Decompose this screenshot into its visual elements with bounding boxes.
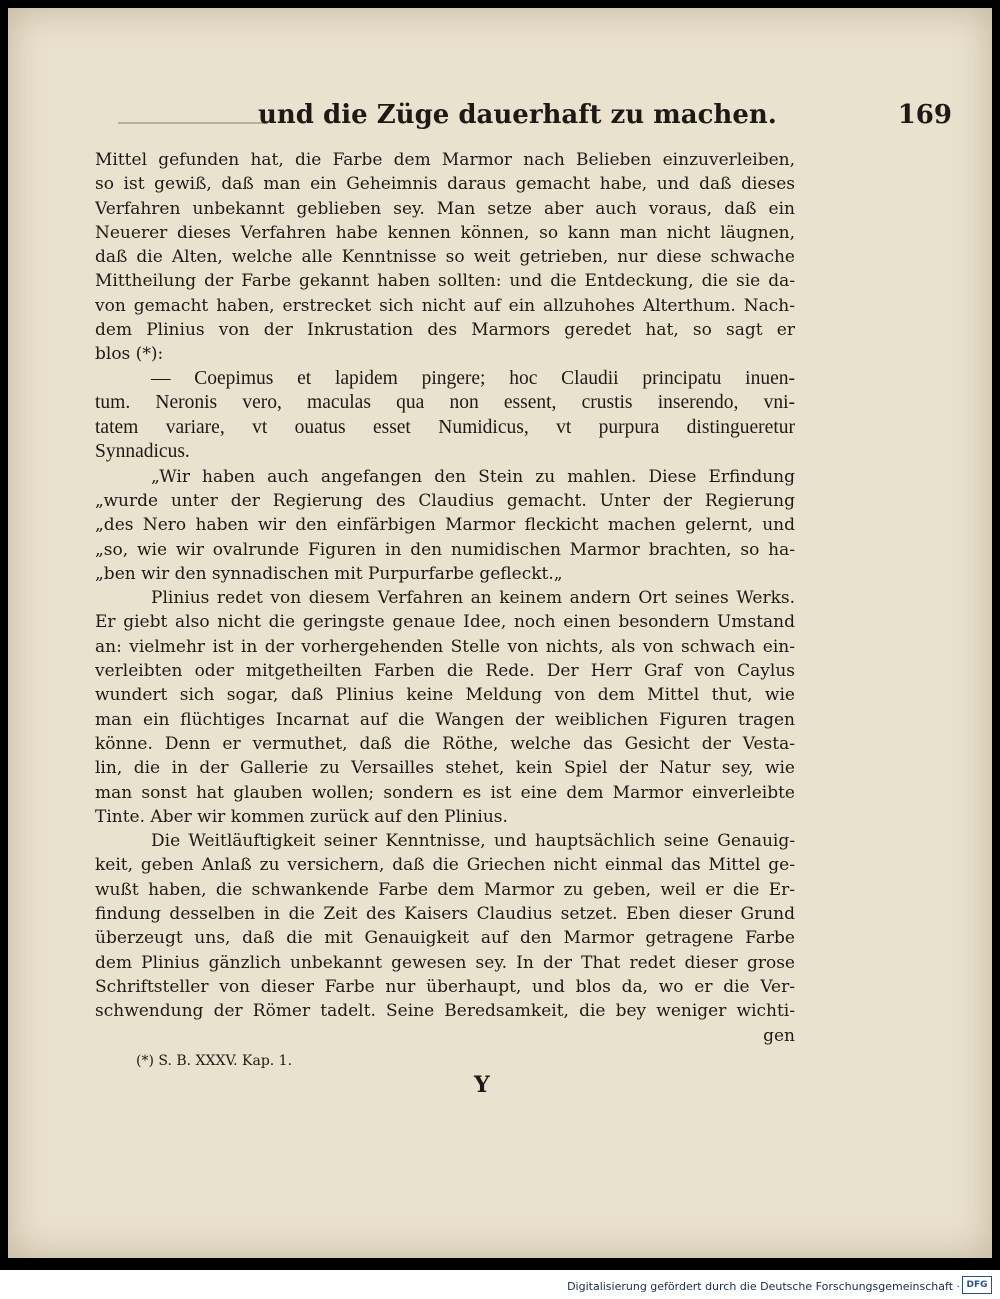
paragraph-line: verleibten oder mitgetheilten Farben die Rede. Der Herr Graf von Caylus [95,661,795,682]
text-line: Verfahren unbekannt geblieben sey. Man setze aber auch voraus, daß ein [95,198,795,219]
text-line: dem Plinius von der Inkrustation des Marmors geredet hat, so sagt er [95,320,795,341]
paragraph-line: Plinius redet von diesem Verfahren an keinem andern Ort seines Werks. [151,588,795,609]
header-rule [118,122,268,124]
footnote: (*) S. B. XXXV. Kap. 1. [136,1053,293,1069]
latin-quote-line: — Coepimus et lapidem pingere; hoc Claudii principatu inuen- [151,367,795,389]
translation-line: „Wir haben auch angefangen den Stein zu mahlen. Diese Erfindung [151,466,795,487]
paragraph-line: Tinte. Aber wir kommen zurück auf den Plinius. [95,806,508,827]
body-text [95,148,795,1048]
credit-bar [0,1270,1000,1299]
text-line: Neuerer dieses Verfahren habe kennen können, so kann man nicht läugnen, [95,222,795,243]
text-line: Mittel gefunden hat, die Farbe dem Marmor nach Belieben einzuverleiben, [95,150,795,170]
text-line: Mittheilung der Farbe gekannt haben sollten: und die Entdeckung, die sie da- [95,271,795,292]
translation-line: „wurde unter der Regierung des Claudius gemacht. Unter der Regierung [95,490,795,511]
paragraph-line: lin, die in der Gallerie zu Versailles stehet, kein Spiel der Natur sey, wie [95,758,795,779]
translation-line: „des Nero haben wir den einfärbigen Marmor fleckicht machen gelernt, und [95,515,795,536]
paragraph-line: keit, geben Anlaß zu versichern, daß die Griechen nicht einmal das Mittel ge- [95,855,795,876]
paragraph-line: Schriftsteller von dieser Farbe nur überhaupt, und blos da, wo er die Ver- [95,976,795,997]
paragraph-line: man ein flüchtiges Incarnat auf die Wangen der weiblichen Figuren tragen [95,709,795,730]
text-line: von gemacht haben, erstrecket sich nicht auf ein allzuhohes Alterthum. Nach- [95,295,795,316]
paragraph-line: überzeugt uns, daß die mit Genauigkeit auf den Marmor getragene Farbe [95,928,795,949]
paragraph-line: findung desselben in die Zeit des Kaisers Claudius setzet. Eben dieser Grund [95,904,795,925]
paragraph-line: Die Weitläuftigkeit seiner Kenntnisse, und hauptsächlich seine Genauig- [151,831,795,852]
scanned-page [8,8,992,1258]
credit-text: Digitalisierung gefördert durch die Deutsche Forschungsgemeinschaft · [567,1280,960,1293]
translation-line: „ben wir den synnadischen mit Purpurfarbe gefleckt.„ [95,563,563,584]
paragraph-line: Er giebt also nicht die geringste genaue Idee, noch einen besondern Umstand [95,612,795,633]
text-line: daß die Alten, welche alle Kenntnisse so weit getrieben, nur diese schwache [95,247,795,268]
paragraph-line: dem Plinius gänzlich unbekannt gewesen sey. In der That redet dieser grose [95,952,795,973]
latin-quote-line: tum. Neronis vero, maculas qua non essent, crustis inserendo, vni- [95,392,795,414]
paragraph-line: könne. Denn er vermuthet, daß die Röthe, welche das Gesicht der Vesta- [95,733,795,754]
paragraph-line: schwendung der Römer tadelt. Seine Beredsamkeit, die bey weniger wichti- [95,1001,795,1022]
text-line: blos (*): [95,344,164,365]
catchword: gen [763,1025,795,1046]
text-line: so ist gewiß, daß man ein Geheimnis daraus gemacht habe, und daß dieses [95,174,795,195]
latin-quote-line: tatem variare, vt ouatus esset Numidicus, vt purpura distingueretur [95,416,795,438]
paragraph-line: man sonst hat glauben wollen; sondern es ist eine dem Marmor einverleibte [95,782,795,803]
page-header [48,100,952,140]
latin-quote-line: Synnadicus. [95,441,190,463]
signature-mark: Y [474,1072,490,1098]
paragraph-line: wußt haben, die schwankende Farbe dem Marmor zu geben, weil er die Er- [95,879,795,900]
dfg-logo-icon: DFG [962,1276,992,1294]
paragraph-line: wundert sich sogar, daß Plinius keine Meldung von dem Mittel thut, wie [95,685,795,706]
page-number: 169 [897,100,952,130]
running-title: und die Züge dauerhaft zu machen. [258,100,777,130]
translation-line: „so, wie wir ovalrunde Figuren in den numidischen Marmor brachten, so ha- [95,539,795,560]
paragraph-line: an: vielmehr ist in der vorhergehenden Stelle von nichts, als von schwach ein- [95,636,795,657]
